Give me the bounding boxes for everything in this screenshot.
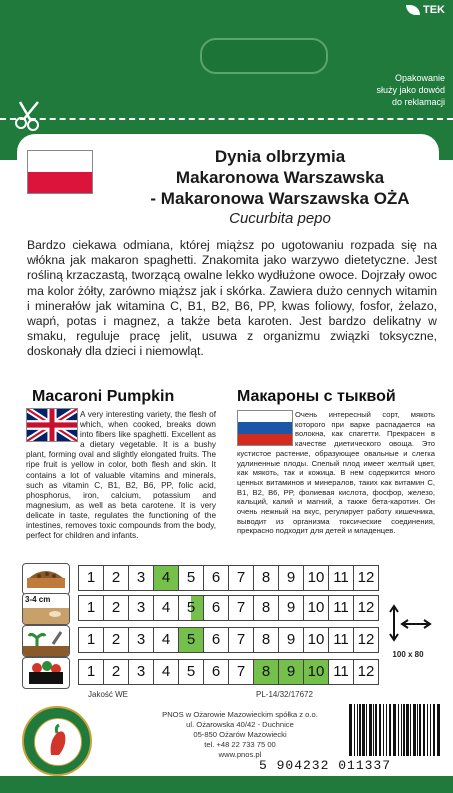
- month-cell-12: 12: [354, 596, 378, 620]
- barcode-bar: [401, 704, 402, 756]
- cut-line: [0, 118, 453, 120]
- promo-line-3: do reklamacji: [391, 97, 445, 107]
- month-cell-9: 9: [279, 596, 304, 620]
- month-cell-6: 6: [204, 628, 229, 652]
- barcode-bar: [373, 704, 374, 756]
- month-cell-4: 4: [154, 566, 179, 590]
- month-cell-8: 8: [254, 566, 279, 590]
- month-cell-11: 11: [329, 660, 354, 684]
- promo-line-2: służy jako dowód: [376, 85, 445, 95]
- barcode: [259, 704, 443, 779]
- producer-code: PL-14/32/17672: [256, 690, 313, 699]
- month-cell-1: 1: [79, 628, 104, 652]
- month-cell-7: 7: [229, 596, 254, 620]
- barcode-bar: [389, 704, 391, 756]
- month-cell-8: 8: [254, 660, 279, 684]
- month-cell-3: 3: [129, 596, 154, 620]
- month-cell-3: 3: [129, 660, 154, 684]
- barcode-bar: [430, 704, 431, 756]
- company-website: www.pnos.pl: [218, 750, 262, 759]
- month-cell-12: 12: [354, 628, 378, 652]
- leaf-icon: [406, 5, 420, 15]
- company-address: [140, 710, 340, 760]
- month-cell-4: 4: [154, 628, 179, 652]
- company-line-2: ul. Ożarowska 40/42 - Duchnice: [186, 720, 294, 729]
- month-cell-10: 10: [304, 628, 329, 652]
- barcode-bar: [419, 704, 421, 756]
- barcode-bar: [427, 704, 428, 756]
- promo-line-1: Opakowanie: [394, 73, 445, 83]
- planting-out-icon: [22, 625, 70, 657]
- barcode-bar: [393, 704, 396, 756]
- brand-name: TEK: [423, 4, 445, 16]
- month-cell-12: 12: [354, 566, 378, 590]
- title-line-3: - Makaronowa Warszawska OŻA: [150, 189, 410, 208]
- calendar-row-sowing-seedlings: [22, 565, 382, 591]
- polish-flag-icon: [27, 150, 93, 194]
- month-cell-5: 5: [179, 596, 204, 620]
- sowing-depth-icon: [22, 593, 70, 625]
- month-cell-5: 5: [179, 628, 204, 652]
- barcode-bar: [406, 704, 409, 756]
- month-cell-6: 6: [204, 596, 229, 620]
- month-cell-11: 11: [329, 628, 354, 652]
- month-cell-6: 6: [204, 566, 229, 590]
- month-cell-8: 8: [254, 596, 279, 620]
- barcode-bar: [437, 704, 440, 756]
- scissors-icon: [14, 98, 44, 132]
- barcode-digits: 5 904232 011337: [259, 758, 392, 773]
- product-title: [120, 146, 440, 228]
- heading-english: Macaroni Pumpkin: [32, 388, 175, 405]
- month-cell-9: 9: [279, 628, 304, 652]
- calendar-row-harvest: [22, 659, 382, 685]
- spacing-label: 100 x 80: [392, 650, 424, 659]
- barcode-bar: [357, 704, 358, 756]
- description-russian: [237, 410, 435, 536]
- calendar-cells: [78, 595, 379, 621]
- company-line-4: tel. +48 22 733 75 00: [204, 740, 276, 749]
- month-cell-3: 3: [129, 566, 154, 590]
- month-cell-4: 4: [154, 596, 179, 620]
- description-english: [26, 410, 216, 541]
- bottom-band: [0, 776, 453, 793]
- month-cell-10: 10: [304, 660, 329, 684]
- month-cell-8: 8: [254, 628, 279, 652]
- month-cell-9: 9: [279, 566, 304, 590]
- quality-label: Jakość WE: [88, 690, 129, 699]
- title-line-2: Makaronowa Warszawska: [175, 168, 385, 187]
- month-cell-1: 1: [79, 660, 104, 684]
- month-cell-10: 10: [304, 596, 329, 620]
- barcode-bar: [359, 704, 361, 756]
- hang-slot: [200, 38, 328, 74]
- month-cell-12: 12: [354, 660, 378, 684]
- month-cell-1: 1: [79, 566, 104, 590]
- company-line-1: PNOS w Ożarowie Mazowieckim spółka z o.o.: [162, 710, 318, 719]
- barcode-bar: [413, 704, 416, 756]
- month-cell-2: 2: [104, 660, 129, 684]
- month-cell-9: 9: [279, 660, 304, 684]
- month-cell-7: 7: [229, 566, 254, 590]
- company-line-3: 05-850 Ożarów Mazowiecki: [193, 730, 287, 739]
- barcode-bar: [354, 704, 355, 756]
- month-cell-4: 4: [154, 660, 179, 684]
- month-cell-7: 7: [229, 660, 254, 684]
- month-cell-1: 1: [79, 596, 104, 620]
- month-cell-3: 3: [129, 628, 154, 652]
- barcode-bar: [369, 704, 372, 756]
- barcode-bar: [383, 704, 384, 756]
- brand-logo: [406, 4, 445, 16]
- barcode-bars: [345, 704, 443, 760]
- heading-russian: Макароны с тыквой: [237, 388, 396, 405]
- barcode-bar: [349, 704, 352, 756]
- calendar-row-sowing-ground: [22, 595, 382, 621]
- plant-spacing: [384, 600, 432, 660]
- barcode-bar: [403, 704, 405, 756]
- barcode-bar: [386, 704, 387, 756]
- barcode-bar: [379, 704, 381, 756]
- month-cell-11: 11: [329, 596, 354, 620]
- barcode-bar: [362, 704, 365, 756]
- month-cell-6: 6: [204, 660, 229, 684]
- month-cell-5: 5: [179, 566, 204, 590]
- month-cell-10: 10: [304, 566, 329, 590]
- description-polish: Bardzo ciekawa odmiana, której miąższ po ugotowaniu rozpada się na włókna jak makaron spaghetti. Znakomita jako warzywo dietetyczne. Jest rośliną krzaczastą, tworzącą owalne lekko wydłużone owoce. Dojrzały owoc ma kolor żółty, zarówno miąższ jak i skórka. Zawiera dużo cennych witamin i minerałów jak witamina C, B1, B2, B6, PP, kwas foliowy, fosfor, żelazo, wapń, potas i magnez, a także beta karoten. Jest bardzo delikatny w smaku, reguluje pracę jelit, usuwa z organizmu związki toksyczne, doskonały dla dzieci i niemowląt.: [27, 238, 437, 359]
- title-line-1: Dynia olbrzymia: [214, 147, 346, 166]
- barcode-bar: [366, 704, 367, 756]
- barcode-bar: [423, 704, 425, 756]
- month-cell-5: 5: [179, 660, 204, 684]
- seedling-tray-icon: [22, 563, 70, 595]
- pnos-seal-icon: [22, 706, 92, 776]
- latin-name: Cucurbita pepo: [229, 210, 331, 227]
- month-cell-11: 11: [329, 566, 354, 590]
- promo-text: [305, 72, 445, 108]
- month-cell-2: 2: [104, 566, 129, 590]
- calendar-cells: [78, 659, 379, 685]
- spacing-arrows-icon: [384, 600, 432, 648]
- barcode-bar: [417, 704, 418, 756]
- harvest-basket-icon: [22, 657, 70, 689]
- calendar-row-planting: [22, 627, 382, 653]
- barcode-bar: [410, 704, 411, 756]
- english-text: A very interesting variety, the flesh of which, when cooked, breaks down into fibers like spaghetti. Excellent as a dietary vegetable. It is a bushy plant, forming oval and slightly elongated fruits. The ripe fruit is yellow in color, both flesh and skin. It contains a lot of valuable vitamins and minerals, such as vitamin C, B1, B2, B6, PP, folic acid, phosphorus, iron, calcium, potassium and magnesium, as well as beta carotene. It is very delicate in taste, regulates the functioning of the intestines, removes toxic compounds from the body, perfect for children and infants.: [26, 410, 216, 541]
- russian-text: Очень интересный сорт, мякоть которого при варке распадается на волокна, как спагетти. Прекрасен в качестве диетического овоща. Это кустистое растение, образующее овальные и слегка удлиненные плоды. Спелый плод имеет желтый цвет, как мякоть, так и кожица. В нем содержится много ценных витаминов и минералов, таких как витамин C, B1, B2, B6, PP, фолиевая кислота, фосфор, железо, кальций, калий и магний, а также бета-каротин. Он очень нежный на вкус, регулирует работу кишечника, выводит из организма токсические соединения, прекрасно подходит для детей и младенцев.: [237, 410, 435, 536]
- month-cell-7: 7: [229, 628, 254, 652]
- barcode-bar: [433, 704, 435, 756]
- sowing-depth-label: 3-4 cm: [25, 595, 51, 604]
- calendar-cells: [78, 565, 379, 591]
- barcode-bar: [375, 704, 377, 756]
- calendar-cells: [78, 627, 379, 653]
- month-cell-2: 2: [104, 628, 129, 652]
- month-cell-2: 2: [104, 596, 129, 620]
- barcode-bar: [398, 704, 399, 756]
